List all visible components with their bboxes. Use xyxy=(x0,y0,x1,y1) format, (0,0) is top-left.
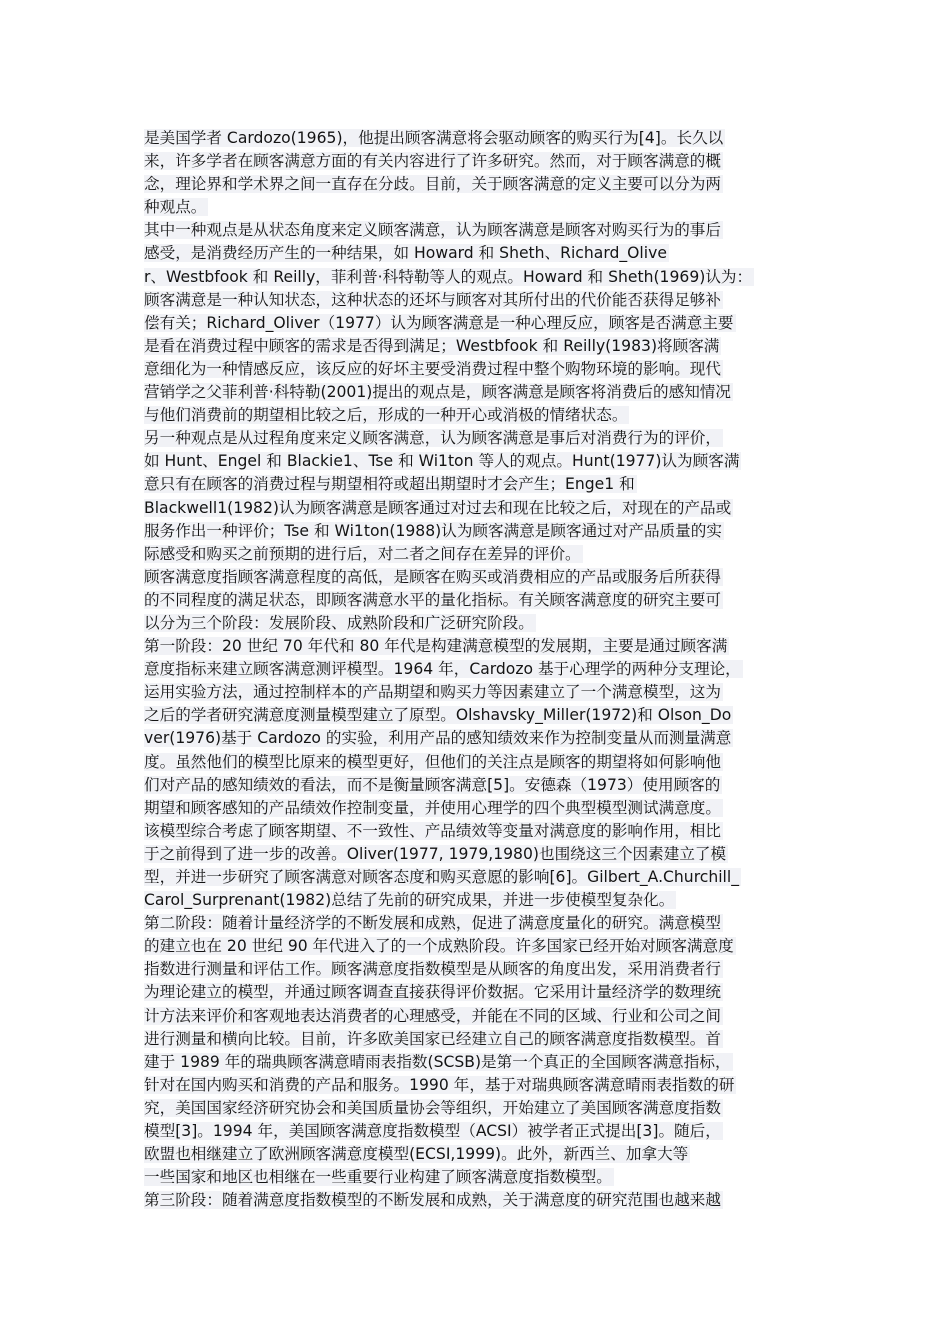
text-line xyxy=(144,612,814,635)
text-line xyxy=(144,242,814,265)
text-line-content: 顾客满意是一种认知状态，这种状态的还坏与顾客对其所付出的代价能否获得足够补 xyxy=(144,290,721,309)
text-line xyxy=(144,1166,814,1189)
text-line xyxy=(144,981,814,1004)
text-line xyxy=(144,335,814,358)
text-line xyxy=(144,543,814,566)
text-line-content: Blackwell1(1982)认为顾客满意是顾客通过对过去和现在比较之后，对现在的产品或 xyxy=(144,498,732,517)
text-line-content: 种观点。 xyxy=(144,198,207,217)
text-line xyxy=(144,843,814,866)
text-line xyxy=(144,566,814,589)
text-line xyxy=(144,1074,814,1097)
text-line-content: 意细化为一种情感反应，该反应的好坏主要受消费过程中整个购物环境的影响。现代 xyxy=(144,359,721,378)
text-line-content: 偿有关；Richard_Oliver（1977）认为顾客满意是一种心理反应，顾客是否满意主要 xyxy=(144,313,734,332)
text-line xyxy=(144,450,814,473)
text-line xyxy=(144,774,814,797)
text-line-content: 际感受和购买之前预期的进行后，对二者之间存在差异的评价。 xyxy=(144,544,581,563)
text-line xyxy=(144,1120,814,1143)
text-line-content: 第三阶段：随着满意度指数模型的不断发展和成熟，关于满意度的研究范围也越来越 xyxy=(144,1191,721,1210)
text-line xyxy=(144,196,814,219)
text-line-content: r、Westbfook 和 Reilly，菲利普·科特勒等人的观点。Howard 和 Sheth(1969)认为： xyxy=(144,267,753,286)
text-line-content: 其中一种观点是从状态角度来定义顾客满意，认为顾客满意是顾客对购买行为的事后 xyxy=(144,221,721,240)
text-line xyxy=(144,1005,814,1028)
text-line-content: 于之前得到了进一步的改善。Oliver(1977, 1979,1980)也围绕这三个因素建立了模 xyxy=(144,844,727,863)
text-line-content: 究，美国国家经济研究协会和美国质量协会等组织，开始建立了美国顾客满意度指数 xyxy=(144,1098,721,1117)
text-line-content: 来，许多学者在顾客满意方面的有关内容进行了许多研究。然而，对于顾客满意的概 xyxy=(144,152,721,171)
text-line-content: 营销学之父菲利普·科特勒(2001)提出的观点是，顾客满意是顾客将消费后的感知情况 xyxy=(144,383,731,402)
text-line-content: 指数进行测量和评估工作。顾客满意度指数模型是从顾客的角度出发，采用消费者行 xyxy=(144,960,721,979)
text-line-content: 欧盟也相继建立了欧洲顾客满意度模型(ECSI,1999)。此外，新西兰、加拿大等 xyxy=(144,1145,689,1164)
text-line xyxy=(144,751,814,774)
text-line xyxy=(144,797,814,820)
text-line-content: 期望和顾客感知的产品绩效作控制变量，并使用心理学的四个典型模型测试满意度。 xyxy=(144,798,721,817)
text-line-content: 服务作出一种评价；Tse 和 Wi1ton(1988)认为顾客满意是顾客通过对产品质量的实 xyxy=(144,521,722,540)
text-line-content: 如 Hunt、Engel 和 Blackie1、Tse 和 Wi1ton 等人的观点。Hunt(1977)认为顾客满 xyxy=(144,452,740,471)
text-line xyxy=(144,289,814,312)
text-line-content: ver(1976)基于 Cardozo 的实验，利用产品的感知绩效来作为控制变量从而测量满意 xyxy=(144,729,732,748)
text-line-content: 感受，是消费经历产生的一种结果，如 Howard 和 Sheth、Richard_Olive xyxy=(144,244,667,263)
text-line xyxy=(144,219,814,242)
text-line-content: 的建立也在 20 世纪 90 年代进入了的一个成熟阶段。许多国家已经开始对顾客满意度 xyxy=(144,937,734,956)
text-line xyxy=(144,427,814,450)
text-line-content: 第一阶段：20 世纪 70 年代和 80 年代是构建满意模型的发展期，主要是通过顾客满 xyxy=(144,637,728,656)
text-line xyxy=(144,820,814,843)
text-line xyxy=(144,912,814,935)
text-line xyxy=(144,127,814,150)
text-line xyxy=(144,658,814,681)
text-line-content: 建于 1989 年的瑞典顾客满意晴雨表指数(SCSB)是第一个真正的全国顾客满意指标， xyxy=(144,1052,731,1071)
text-line xyxy=(144,1097,814,1120)
text-line-content: 们对产品的感知绩效的看法，而不是衡量顾客满意[5]。安德森（1973）使用顾客的 xyxy=(144,775,721,794)
text-line-content: 意度指标来建立顾客满意测评模型。1964 年，Cardozo 基于心理学的两种分支理论， xyxy=(144,660,741,679)
text-line xyxy=(144,381,814,404)
text-line-content: 模型[3]。1994 年，美国顾客满意度指数模型（ACSI）被学者正式提出[3]。随后， xyxy=(144,1122,721,1141)
text-line xyxy=(144,889,814,912)
text-line xyxy=(144,635,814,658)
text-line-content: 针对在国内购买和消费的产品和服务。1990 年，基于对瑞典顾客满意晴雨表指数的研 xyxy=(144,1075,735,1094)
text-line-content: 以分为三个阶段：发展阶段、成熟阶段和广泛研究阶段。 xyxy=(144,613,534,632)
text-line xyxy=(144,520,814,543)
text-line xyxy=(144,173,814,196)
text-line-content: 念，理论界和学术界之间一直存在分歧。目前，关于顾客满意的定义主要可以分为两 xyxy=(144,175,721,194)
text-line xyxy=(144,681,814,704)
text-line-content: 第二阶段：随着计量经济学的不断发展和成熟，促进了满意度量化的研究。满意模型 xyxy=(144,914,721,933)
text-line-content: 该模型综合考虑了顾客期望、不一致性、产品绩效等变量对满意度的影响作用，相比 xyxy=(144,821,721,840)
text-line xyxy=(144,935,814,958)
text-line xyxy=(144,866,814,889)
text-line-content: 为理论建立的模型，并通过顾客调查直接获得评价数据。它采用计量经济学的数理统 xyxy=(144,983,721,1002)
text-line xyxy=(144,1051,814,1074)
text-line xyxy=(144,312,814,335)
text-line-content: 之后的学者研究满意度测量模型建立了原型。Olshavsky_Miller(1972)和 Olson_Do xyxy=(144,706,732,725)
text-line xyxy=(144,1189,814,1212)
text-line-content: 一些国家和地区也相继在一些重要行业构建了顾客满意度指数模型。 xyxy=(144,1168,612,1187)
text-line-content: 运用实验方法，通过控制样本的产品期望和购买力等因素建立了一个满意模型，这为 xyxy=(144,683,721,702)
text-line xyxy=(144,473,814,496)
text-line-content: 与他们消费前的期望相比较之后，形成的一种开心或消极的情绪状态。 xyxy=(144,406,628,425)
text-line xyxy=(144,958,814,981)
text-line-content: 另一种观点是从过程角度来定义顾客满意，认为顾客满意是事后对消费行为的评价， xyxy=(144,429,721,448)
text-line-content: 度。虽然他们的模型比原来的模型更好，但他们的关注点是顾客的期望将如何影响他 xyxy=(144,752,721,771)
text-line xyxy=(144,358,814,381)
text-line xyxy=(144,497,814,520)
text-line-content: 的不同程度的满足状态，即顾客满意水平的量化指标。有关顾客满意度的研究主要可 xyxy=(144,590,721,609)
text-line-content: 计方法来评价和客观地表达消费者的心理感受，并能在不同的区域、行业和公司之间 xyxy=(144,1006,721,1025)
text-line xyxy=(144,150,814,173)
text-line xyxy=(144,404,814,427)
text-line xyxy=(144,1028,814,1051)
text-line-content: 顾客满意度指顾客满意程度的高低，是顾客在购买或消费相应的产品或服务后所获得 xyxy=(144,567,721,586)
text-line-content: 是美国学者 Cardozo(1965)，他提出顾客满意将会驱动顾客的购买行为[4]。长久以 xyxy=(144,129,724,147)
text-line-content: Carol_Surprenant(1982)总结了先前的研究成果，并进一步使模型复杂化。 xyxy=(144,891,675,910)
text-line-content: 是看在消费过程中顾客的需求是否得到满足；Westbfook 和 Reilly(1983)将顾客满 xyxy=(144,336,720,355)
text-line xyxy=(144,1143,814,1166)
text-line-content: 意只有在顾客的消费过程与期望相符或超出期望时才会产生；Enge1 和 xyxy=(144,475,635,494)
text-line xyxy=(144,589,814,612)
body-text xyxy=(144,127,814,1212)
text-line-content: 型，并进一步研究了顾客满意对顾客态度和购买意愿的影响[6]。Gilbert_A.Churchill_ xyxy=(144,868,740,886)
text-line-content: 进行测量和横向比较。目前，许多欧美国家已经建立自己的顾客满意度指数模型。首 xyxy=(144,1029,721,1048)
text-line xyxy=(144,266,814,289)
text-line xyxy=(144,704,814,727)
text-line xyxy=(144,727,814,750)
